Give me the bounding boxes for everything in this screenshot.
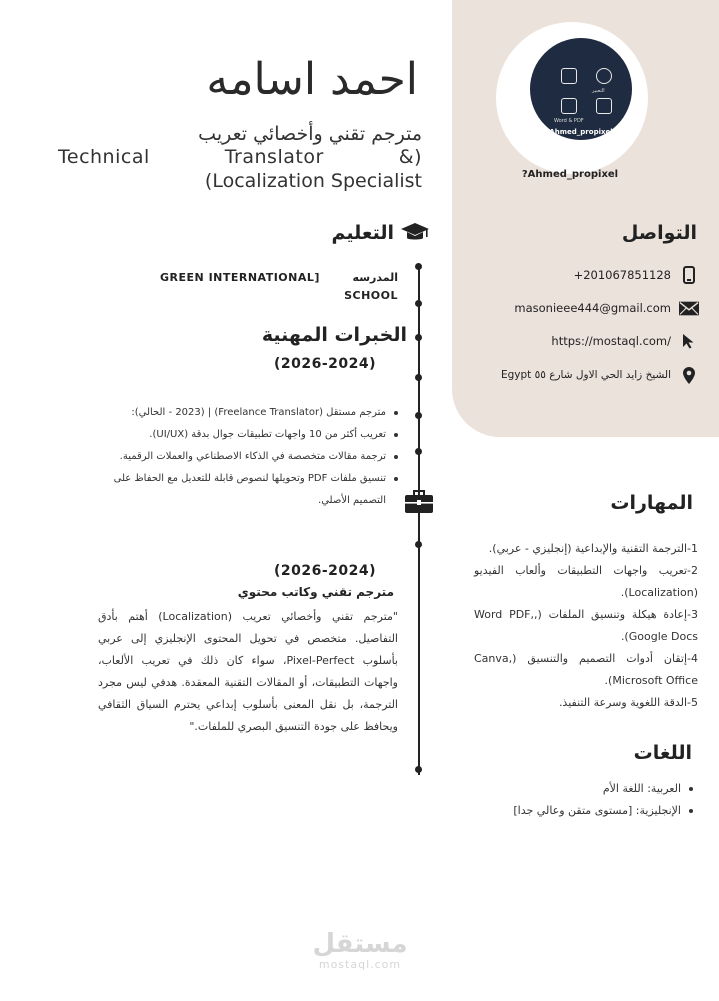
subtitle-arabic: مترجم تقني وأخصائي تعريب: [198, 123, 422, 145]
avatar-caption: ?Ahmed_propixel: [521, 169, 619, 180]
timeline-line: [418, 265, 420, 775]
timeline-dot: [415, 334, 422, 341]
school-line-1: [160, 271, 398, 284]
avatar-small-label-a: التعبير: [592, 88, 605, 94]
timeline-dot: [415, 412, 422, 419]
location-pin-icon: [679, 367, 699, 384]
contact-email-row: [514, 297, 699, 319]
monitor-icon: [561, 98, 577, 114]
list-item: تعريب أكثر من 10 واجهات تطبيقات جوال بدقة (UI/UX).: [106, 424, 398, 446]
experience-heading: الخبرات المهنية: [261, 324, 407, 346]
languages-heading: اللغات: [633, 742, 692, 764]
timeline-dot: [415, 374, 422, 381]
headphones-icon: [596, 68, 612, 84]
contact-address: الشيخ زايد الحي الاول شارع ٥٥ Egypt: [500, 369, 671, 381]
education-heading: التعليم: [331, 222, 394, 244]
list-item: ترجمة مقالات متخصصة في الذكاء الاصطناعي والعملات الرقمية.: [106, 446, 398, 468]
timeline-dot: [415, 541, 422, 548]
avatar-label: Ahmed_propixel: [549, 128, 613, 136]
contact-address-row: [501, 364, 699, 386]
mail-icon: [679, 301, 699, 316]
contact-heading: التواصل: [621, 222, 697, 244]
document-icon: [561, 68, 577, 84]
school-label: المدرسه: [352, 271, 398, 284]
briefcase-icon: [404, 490, 434, 514]
page-title: احمد اسامه: [206, 54, 418, 105]
list-item: تنسيق ملفات PDF وتحويلها لنصوص قابلة للتعديل مع الحفاظ على التصميم الأصلي.: [106, 468, 398, 512]
subtitle-english-line1: Technical Translator &): [58, 146, 422, 168]
experience-period-2: (2026-2024): [273, 563, 377, 579]
experience-list: [106, 402, 398, 512]
list-item: العربية: اللغة الأم: [480, 778, 695, 800]
skill-item: 3-إعادة هيكلة وتنسيق الملفات (,Word PDF, Google Docs).: [474, 608, 698, 643]
file-search-icon: [596, 98, 612, 114]
list-item: الإنجليزية: [مستوى متقن وعالي جدا]: [480, 800, 695, 822]
phone-icon: [679, 266, 699, 284]
watermark-brand-en: mostaql.com: [318, 958, 402, 971]
timeline-dot: [415, 300, 422, 307]
experience-role: مترجم تقني وكاتب محتوي: [237, 585, 394, 599]
timeline-dot: [415, 766, 422, 773]
avatar: [530, 38, 632, 140]
skills-heading: المهارات: [610, 492, 693, 514]
skill-item: 5-الدقة اللغوية وسرعة التنفيذ.: [558, 696, 698, 709]
subtitle-english-line2: (Localization Specialist: [204, 170, 422, 192]
skills-list: [474, 538, 698, 714]
timeline-dot: [415, 448, 422, 455]
contact-phone: +201067851128: [573, 268, 671, 282]
contact-website[interactable]: https://mostaql.com/: [551, 334, 671, 348]
contact-website-row: [551, 330, 699, 352]
contact-email[interactable]: masonieee444@gmail.com: [514, 301, 671, 315]
watermark-logo: [300, 930, 420, 971]
timeline-dot: [415, 263, 422, 270]
graduation-cap-icon: [400, 220, 430, 244]
avatar-small-label-b: Word & PDF: [554, 118, 584, 124]
list-item: مترجم مستقل (Freelance Translator) | (2023 - الحالي):: [106, 402, 398, 424]
experience-summary: "مترجم تقني وأخصائي تعريب (Localization) أهتم بأدق التفاصيل. متخصص في تحويل المحتوى الإنجليزي إلى عربي بأسلوب Pixel-Perfect، سواء كان ذلك في تعريب الألعاب، واجهات التطبيقات، أو المقالات التقنية المعقدة. هدفي ليس مجرد الترجمة، بل نقل المعنى بأسلوب إبداعي يحترم السياق الثقافي ويحافظ على جودة التنسيق البصري للملفات.": [98, 610, 398, 733]
skill-item: 4-إتقان أدوات التصميم والتنسيق (Canva, Microsoft Office).: [474, 652, 698, 687]
school-name-part-1: GREEN INTERNATIONAL]: [160, 271, 320, 284]
watermark-brand-ar: مستقل: [312, 929, 408, 959]
languages-list: [480, 778, 695, 822]
school-name-part-2: SCHOOL: [344, 289, 398, 302]
contact-phone-row: [574, 264, 699, 286]
cursor-icon: [679, 333, 699, 349]
experience-period-1: (2026-2024): [273, 356, 377, 372]
skill-item: 2-تعريب واجهات التطبيقات وألعاب الفيديو (Localization).: [474, 564, 698, 599]
skill-item: 1-الترجمة التقنية والإبداعية (إنجليزي - عربي).: [488, 542, 698, 555]
